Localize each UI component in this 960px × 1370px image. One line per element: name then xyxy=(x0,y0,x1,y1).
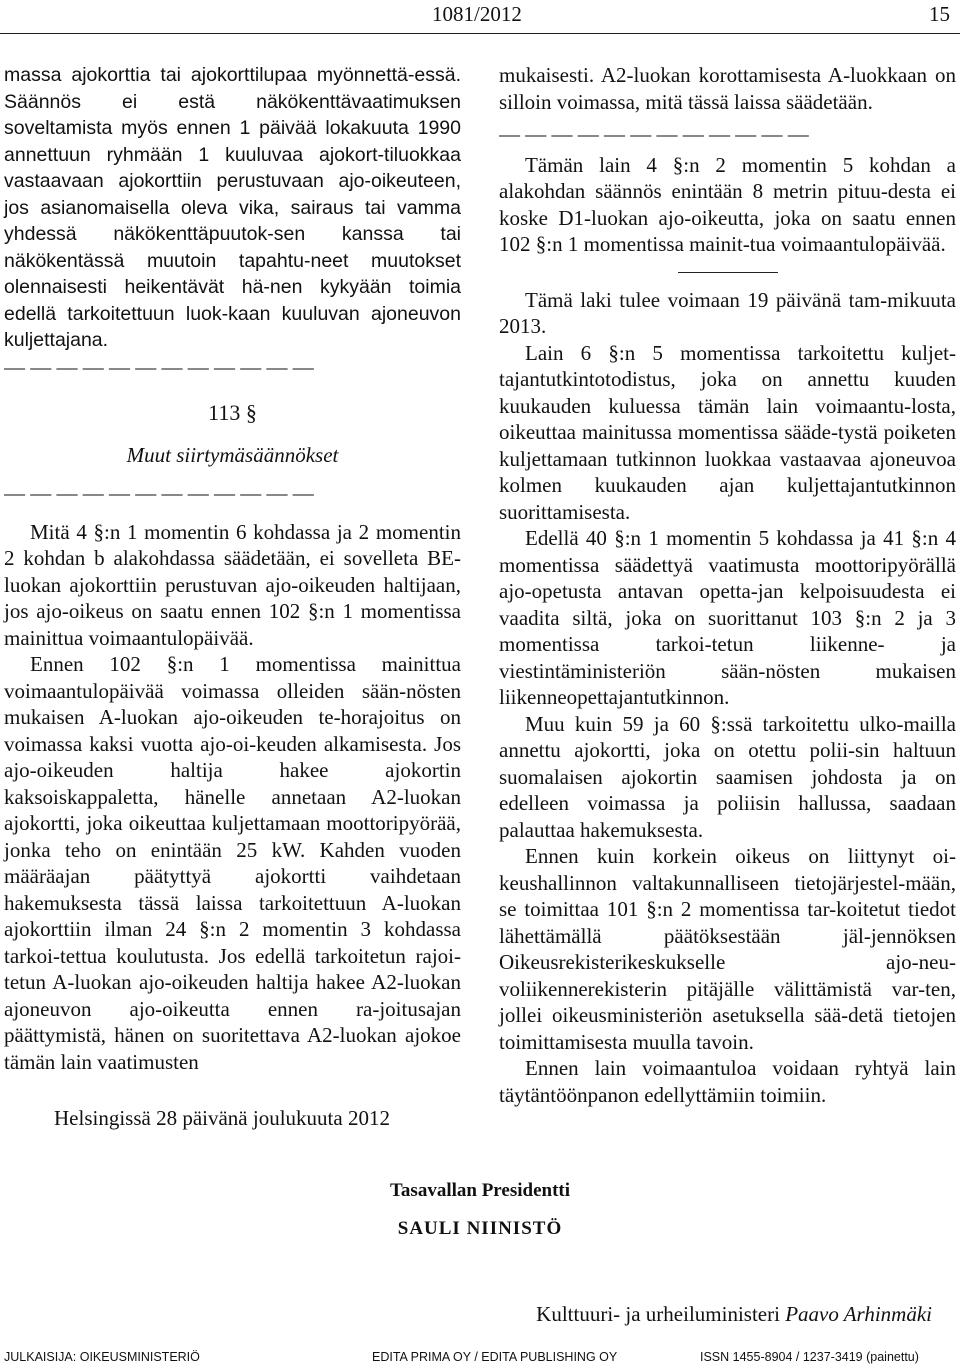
header-rule xyxy=(0,33,960,34)
issn: ISSN 1455-8904 / 1237-3419 (painettu) xyxy=(700,1350,919,1364)
president-name: SAULI NIINISTÖ xyxy=(397,1218,563,1239)
right-column xyxy=(499,62,956,1108)
section-number: 113 § xyxy=(208,400,257,425)
paragraph: Mitä 4 §:n 1 momentin 6 kohdassa ja 2 momentin 2 kohdan b alakohdassa säädetään, ei sovelleta BE-luokan ajokorttiin perustuvan ajo-oikeuden haltijaan, jos ajo-oikeus on saatu ennen 102 §:n 1 momentissa mainittua voimaantulopäivää. xyxy=(4,519,461,650)
section-separator: — — — — — — — — — — — — xyxy=(4,481,314,505)
paragraph: Ennen 102 §:n 1 momentissa mainittua voimaantulopäivää voimassa olleiden sään-nösten mukaisen A-luokan ajo-oikeuden te-horajoitus on voimassa kaksi vuotta ajo-oi-keuden alkamisesta. Jos ajo-oikeuden haltija hakee ajokortin kaksoiskappaletta, hänelle annetaan A2-luokan ajokortti, joka oikeuttaa kuljettamaan moottoripyörää, jonka teho on enintään 25 kW. Kahden vuoden määräajan päätyttyä ajokortti vaihdetaan hakemuksesta tässä laissa tarkoitettuun A-luokan ajokorttiin ilman 24 §:n 2 momentin 3 kohdassa tarkoi-tettua koulutusta. Jos edellä tarkoitetun rajoi-tetun A-luokan ajo-oikeuden haltija hakee A2-luokan ajoneuvon ajo-oikeutta ennen ra-joitusajan päättymistä, hänen on suoritettava A2-luokan ajokoe tämän lain vaatimusten xyxy=(4,652,461,1074)
paragraph: Muu kuin 59 ja 60 §:ssä tarkoitettu ulko-mailla annettu ajokortti, joka on otettu polii-sin haltuun suomalaisen ajokortin saamisen johdosta ja on edelleen voimassa ja poliisin hallussa, saadaan palauttaa hakemuksesta. xyxy=(499,711,956,842)
page-header xyxy=(0,0,960,30)
paragraph: Lain 6 §:n 5 momentissa tarkoitettu kuljet-tajantutkintotodistus, joka on annettu kuuden kuukauden kuluessa tämän lain voimaantu-losta, oikeuttaa mainitussa momentissa sääde-tystä poiketen kuljettamaan tutkinnon luokkaa vastaavaa ajoneuvoa kolmen kuukauden ajan kuljettajantutkinnon suorittamisesta. xyxy=(499,340,956,524)
signing-place-date: Helsingissä 28 päivänä joulukuuta 2012 xyxy=(54,1106,390,1130)
short-rule xyxy=(678,272,778,273)
page-footer xyxy=(0,1350,960,1370)
section-title: Muut siirtymäsäännökset xyxy=(126,443,339,467)
section-separator: — — — — — — — — — — — — xyxy=(499,122,809,146)
section-separator: — — — — — — — — — — — — xyxy=(4,354,314,379)
publisher: JULKAISIJA: OIKEUSMINISTERIÖ xyxy=(4,1350,200,1364)
minister-signature xyxy=(536,1302,932,1327)
printer: EDITA PRIMA OY / EDITA PUBLISHING OY xyxy=(372,1350,618,1364)
paragraph: Tämä laki tulee voimaan 19 päivänä tam-mikuuta 2013. xyxy=(499,287,956,338)
left-column xyxy=(4,62,461,1075)
page-number: 15 xyxy=(929,2,950,26)
paragraph: Ennen kuin korkein oikeus on liittynyt oi-keushallinnon valtakunnalliseen tietojärjestel-mään, se toimittaa 101 §:n 2 momentissa tar-koitetut tiedot lähettämällä päätöksestään jäl-jennöksen Oikeusrekisterikeskukselle ajo-neu-voliikennerekisterin pitäjälle välittämistä var-ten, jollei oikeusministeriön asetuksella sää-detä tietojen toimittamisesta muulla tavoin. xyxy=(499,844,956,1054)
minister-role: Kulttuuri- ja urheiluministeri xyxy=(536,1302,780,1326)
paragraph: mukaisesti. A2-luokan korottamisesta A-luokkaan on silloin voimassa, mitä tässä laissa säädetään. xyxy=(499,63,956,114)
paragraph: Tämän lain 4 §:n 2 momentin 5 kohdan a alakohdan säännös enintään 8 metrin pituu-desta ei koske D1-luokan ajo-oikeutta, joka on saatu ennen 102 §:n 1 momentissa mainit-tua voimaantulopäivää. xyxy=(499,152,956,256)
statute-number: 1081/2012 xyxy=(432,2,522,26)
minister-name: Paavo Arhinmäki xyxy=(785,1302,932,1326)
paragraph: Ennen lain voimaantuloa voidaan ryhtyä lain täytäntöönpanon edellyttämiin toimiin. xyxy=(499,1056,956,1107)
president-title: Tasavallan Presidentti xyxy=(390,1180,570,1201)
paragraph: Edellä 40 §:n 1 momentin 5 kohdassa ja 41 §:n 4 momentissa säädettyä vaatimusta moottoripyörällä ajo-opetusta antavan opetta-jan kelpoisuudesta ei vaadita siltä, joka on suorittanut 103 §:n 2 ja 3 momentissa tarkoi-tetun liikenne- ja viestintäministeriön sään-nösten mukaisen liikenneopettajantutkinnon. xyxy=(499,526,956,709)
paragraph: massa ajokorttia tai ajokorttilupaa myönnettä-essä. Säännös ei estä näkökenttävaatimuksen soveltamista myös ennen 1 päivää lokakuuta 1990 annettuun ryhmään 1 kuuluvaa ajokort-tiluokkaa vastaavaan ajokorttiin perustuvaan ajo-oikeuteen, jos asianomaisella oleva vika, sairaus tai vamma yhdessä näkökenttäpuutok-sen kanssa tai näkökentässä muutoin tapahtu-neet muutokset olennaisesti heikentävät hä-nen kykyään toimia edellä tarkoitettuun luok-kaan kuuluvan ajoneuvon kuljettajana. xyxy=(4,64,461,351)
